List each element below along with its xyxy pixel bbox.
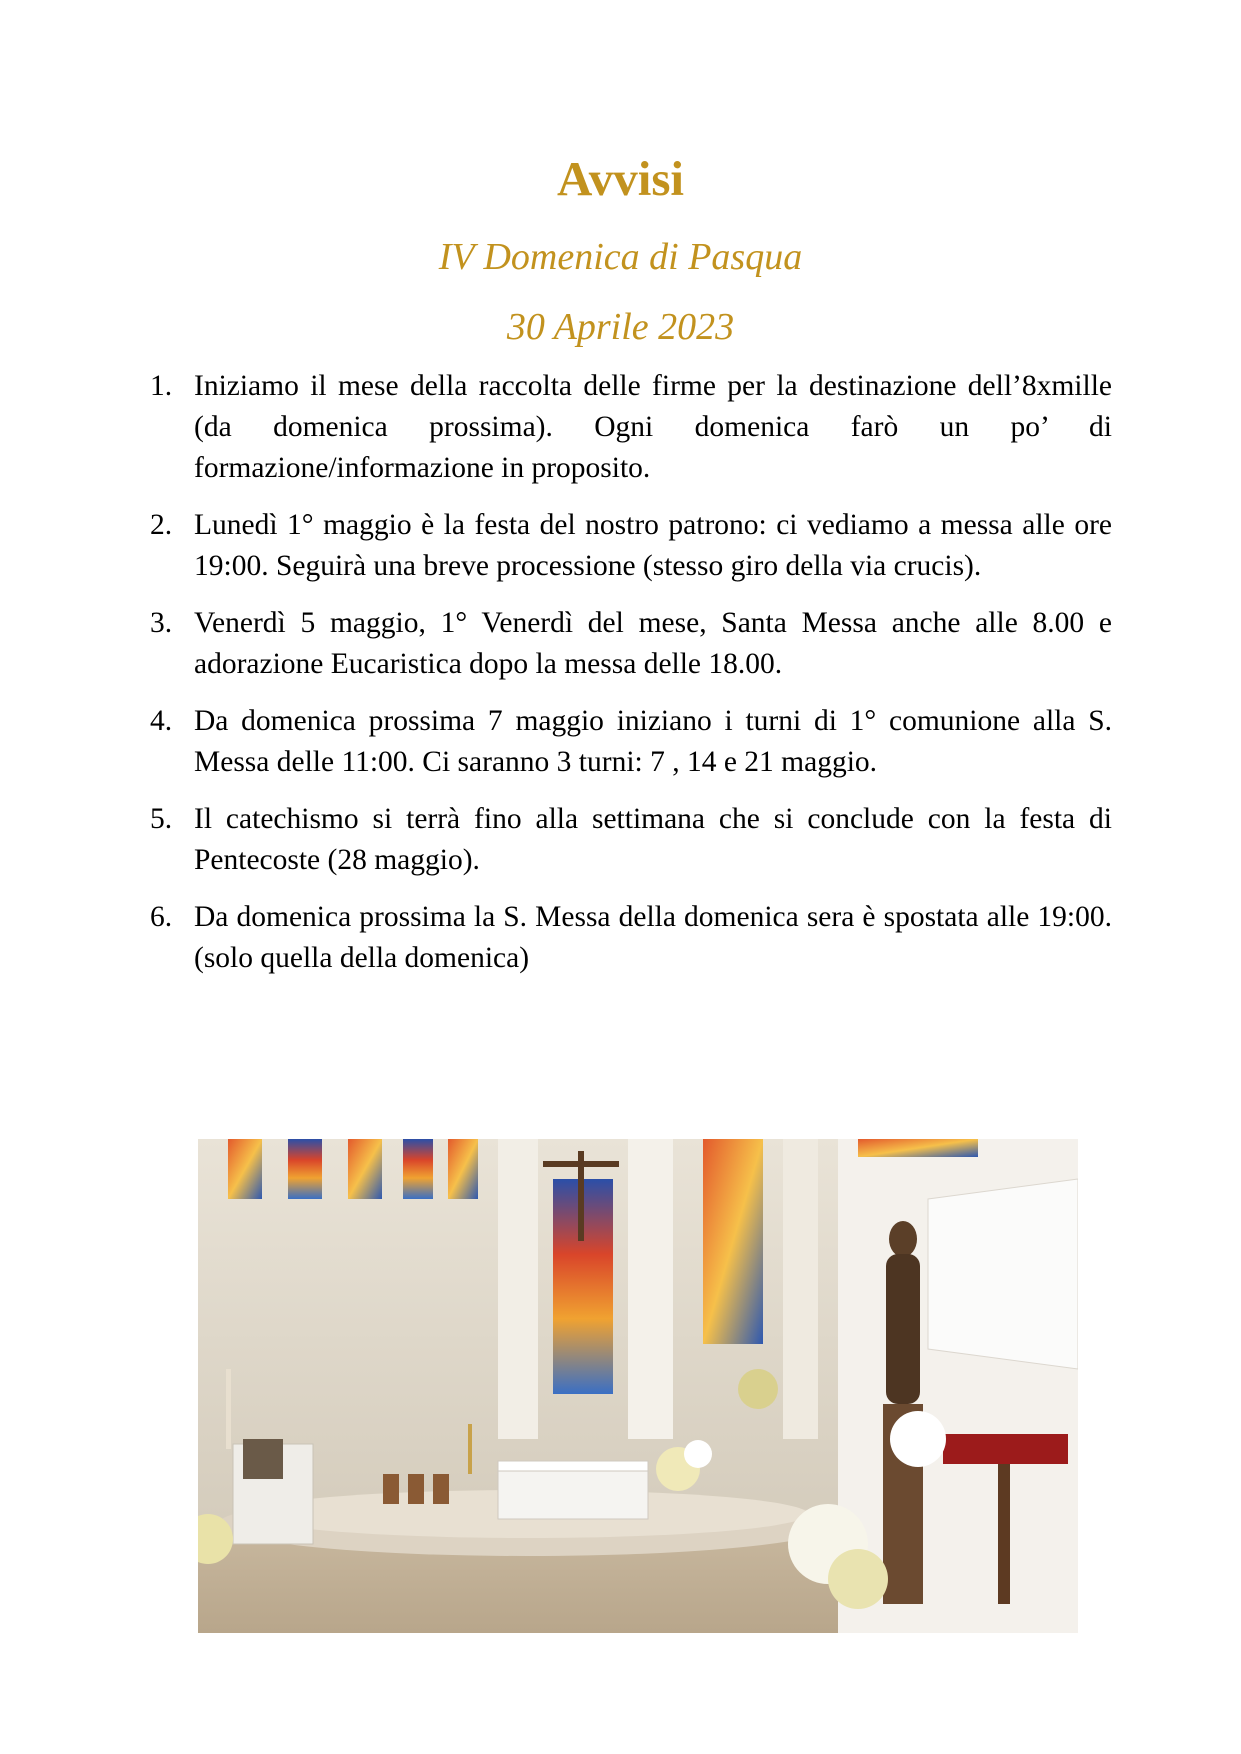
item-text: Venerdì 5 maggio, 1° Venerdì del mese, Santa Messa anche alle 8.00 e adorazione Eucaristica dopo la messa delle 18.00. [194,607,1112,680]
page-date: 30 Aprile 2023 [506,306,735,348]
list-item [150,603,1112,685]
list-item [150,799,1112,881]
page-subtitle: IV Domenica di Pasqua [438,236,803,278]
item-text: Il catechismo si terrà fino alla settimana che si conclude con la festa di Pentecoste (28 maggio). [194,803,1112,876]
church-interior-photo [198,1139,1078,1633]
item-text: Iniziamo il mese della raccolta delle firme per la destinazione dell’8xmille (da domenica prossima). Ogni domenica farò un po’ di formazione/informazione in proposito. [194,370,1112,484]
item-number: 6. [150,901,173,933]
item-text: Lunedì 1° maggio è la festa del nostro patrono: ci vediamo a messa alle ore 19:00. Seguirà una breve processione (stesso giro della via crucis). [194,509,1112,582]
item-number: 5. [150,803,173,835]
list-item [150,897,1112,979]
item-number: 1. [150,370,173,402]
list-item [150,505,1112,587]
list-item [150,701,1112,783]
item-number: 3. [150,607,173,639]
item-text: Da domenica prossima la S. Messa della domenica sera è spostata alle 19:00. (solo quella della domenica) [194,901,1112,974]
item-number: 4. [150,705,173,737]
page-title: Avvisi [556,151,685,206]
list-item [150,366,1112,489]
item-text: Da domenica prossima 7 maggio iniziano i turni di 1° comunione alla S. Messa delle 11:00. Ci saranno 3 turni: 7 , 14 e 21 maggio. [194,705,1112,778]
photo-illustration [198,1139,1078,1633]
item-number: 2. [150,509,173,541]
announcements-list [150,366,1112,995]
